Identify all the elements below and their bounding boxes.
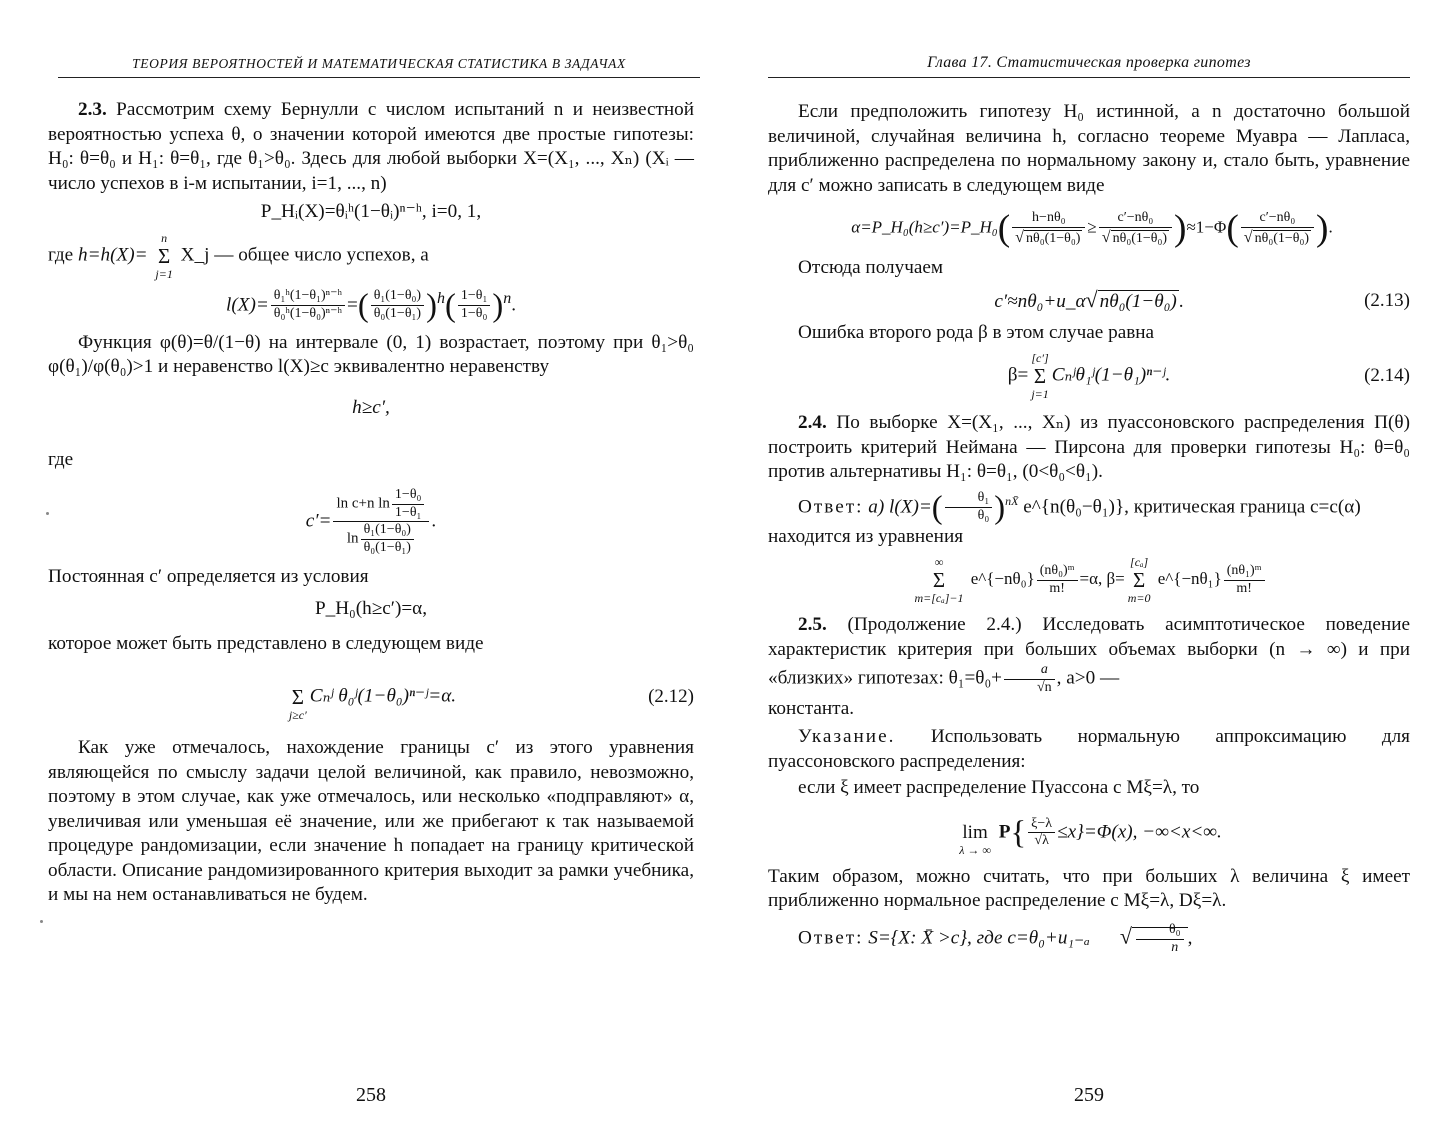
- c-prime-num-f-top: 1−θ₀: [392, 487, 424, 505]
- formula-2-13-sqrt: nθ₀(1−θ₀): [1099, 291, 1177, 313]
- right-page-number: 259: [1074, 1084, 1104, 1106]
- paragraph-hence: Отсюда получаем: [798, 256, 944, 278]
- paragraph-h-definition: [48, 231, 694, 281]
- formula-2-13-lhs: c′≈nθ₀+u_α: [994, 291, 1086, 313]
- paragraph-representation: которое может быть представлено в следующем виде: [48, 632, 484, 654]
- lr-lhs: l(X)=: [226, 293, 269, 315]
- sum-operator-poisson-2: [cₐ] Σ m=0: [1127, 555, 1151, 606]
- sum-2-14-lower: j=1: [1031, 387, 1049, 402]
- lr-numerator: θ₁ʰ(1−θ₁)ⁿ⁻ʰ: [271, 288, 345, 306]
- sum-poisson-2-upper: [cₐ]: [1130, 555, 1149, 570]
- paragraph-monotone: Функция φ(θ)=θ/(1−θ) на интервале (0, 1) возрастает, поэтому при θ₁>θ₀ φ(θ₁)/φ(θ₀)>1 и неравенство l(X)≥c эквивалентно неравенству: [48, 331, 694, 378]
- answer-2-4-exponent: nX̄: [1005, 493, 1019, 508]
- problem-2-3: [48, 98, 694, 196]
- formula-c-prime: c′= ln c+n ln $\frac{\text{1−θ₀}}{\text{1−θ₁}}$ ln $\frac{\text{θ₁(1−θ₀)}}{\text{θ₀(1−θ₁)}}$ .: [305, 486, 437, 556]
- clt-frac-top: ξ−λ: [1028, 816, 1055, 834]
- formula-clt-poisson: lim λ → ∞ P{ $\frac{\xi-\lambda}{√\lambda}$ ≤x}=Φ(x), −∞<x<∞.: [768, 809, 1410, 857]
- alpha-lhs: α=P_H₀(h≥c′)=P_H₀: [851, 217, 998, 237]
- na-frac-2-bottom: nθ₀(1−θ₀): [1112, 230, 1168, 246]
- na-frac-1-top: h−nθ₀: [1012, 210, 1085, 228]
- formula-likelihood-ratio: l(X)= $\frac{\text{θ₁ʰ(1−θ₁)ⁿ⁻ʰ}}{\text{θ₀ʰ(1−θ₀)ⁿ⁻ʰ}}$ =( $\frac{\text{θ₁(1−θ₀)}}{\text{θ₀(1−θ₁)}}$ )$^h$( $\frac{\text{1−θ₁}}{\text{1−θ₀}}$ )$^n$.: [226, 287, 516, 324]
- lr-ratio-2: [458, 288, 490, 323]
- lr-ratio-2-bottom: 1−θ₀: [460, 305, 488, 321]
- sum-upper-limit: n: [161, 230, 168, 245]
- limit-sub: λ → ∞: [959, 842, 991, 857]
- paragraph-type-two: Ошибка второго рода β в этом случае равна: [798, 321, 1155, 343]
- problem-2-4-text: По выборке X=(X₁, ..., Xₙ) из пуассоновского распределения Π(θ) построить критерий Неймана — Пирсона для проверки гипотезы H₀: θ=θ₀ против альтернативы H₁: θ=θ₁, (0<θ₀<θ₁).: [768, 412, 1410, 483]
- problem-2-4: [768, 411, 1410, 485]
- c-prime-den-fraction: [361, 522, 414, 557]
- answer-2-4: Ответ: а) l(X)=( $\frac{\text{θ₁}}{\text{θ₀}}$ )$^{nX̄}$ e^{n(θ₀−θ₁)}, критическая граница c=c(α): [798, 489, 1361, 526]
- answer-2-4-frac-bottom: θ₀: [977, 508, 990, 524]
- problem-2-5-frac: [1004, 662, 1055, 697]
- paragraph-where: где: [48, 449, 74, 471]
- formula-2-12-body: Cₙʲ θ₀ʲ(1−θ₀)ⁿ⁻ʲ=α.: [309, 685, 457, 707]
- c-prime-num-fraction: [392, 487, 424, 522]
- problem-text: Рассмотрим схему Бернулли с числом испытаний n и неизвестной вероятностью успеха θ, о значении которой имеются две простые гипотезы: H₀: θ=θ₀ и H₁: θ=θ₁, где θ₁>θ₀. Здесь для любой выборки X=(X₁, ..., Xₙ) (Xᵢ — число успехов в i-м испытании, i=1, ..., n): [48, 99, 694, 194]
- sum-poisson-1-upper: ∞: [934, 555, 944, 570]
- sum-poisson-2-frac: [1224, 563, 1265, 598]
- answer-2-5-end: ,: [1187, 927, 1193, 949]
- sum-poisson-1-frac-bottom: m!: [1049, 580, 1065, 596]
- left-running-head: ТЕОРИЯ ВЕРОЯТНОСТЕЙ И МАТЕМАТИЧЕСКАЯ СТАТИСТИКА В ЗАДАЧАХ: [58, 56, 700, 78]
- paragraph-constant: Постоянная c′ определяется из условия: [48, 565, 369, 587]
- answer-2-4-frac-top: θ₁: [945, 490, 993, 508]
- formula-likelihood: P_Hᵢ(X)=θᵢʰ(1−θᵢ)ⁿ⁻ʰ, i=0, 1,: [260, 201, 482, 222]
- sum-lower-limit: j=1: [155, 266, 173, 281]
- lr-ratio-2-top: 1−θ₁: [458, 288, 490, 306]
- na-approx: ≈1−Φ: [1186, 217, 1227, 237]
- sum-operator-2-14: [c′] Σ j=1: [1031, 351, 1049, 402]
- formula-normal-approx: α=P_H₀(h≥c′)=P_H₀( $\frac{\text{h−nθ₀}}{\text{√ nθ₀(1−θ₀)}}$ ≥ $\frac{\text{c′−nθ₀}}{\text{√ nθ₀(1−θ₀)}}$ )≈1−Φ( $\frac{\text{c′−nθ₀}}{\text{√ nθ₀(1−θ₀)}}$ ).: [851, 207, 1333, 249]
- sum-poisson-2-frac-top: (nθ₁)ᵐ: [1224, 563, 1265, 581]
- lr-ratio-1-top: θ₁(1−θ₀): [371, 288, 424, 306]
- formula-2-13-end: .: [1178, 291, 1184, 313]
- c-prime-numerator: [333, 487, 429, 523]
- answer-label: Ответ:: [798, 495, 864, 517]
- hint-2-5: [768, 725, 1410, 774]
- limit-operator: [959, 809, 991, 857]
- answer-2-5-frac-top: θ₀: [1136, 922, 1184, 940]
- answer-2-4-lhs: а) l(X)=: [868, 495, 932, 517]
- problem-2-5-text: (Продолжение 2.4.) Исследовать асимптотическое поведение характеристик критерия при больших объемах выборки (n → ∞) и при «близких» гипотезах: θ₁=θ₀+: [768, 614, 1411, 690]
- equation-number-2-14: (2.14): [1364, 364, 1410, 386]
- answer-2-5-text: S={X: X̄ >c}, где c=θ₀+u₁₋ₐ: [868, 927, 1090, 949]
- right-page: [768, 0, 1410, 1142]
- c-prime-denominator: [333, 522, 429, 557]
- paragraph-randomization: Как уже отмечалось, нахождение границы c′ из этого уравнения являющейся по смыслу задачи целой величиной, как правило, невозможно, поэтому в этом случае, как уже отмечалось, или несколько «подправляют» α, увеличивая или уменьшая её значение, или же прибегают к так называемой процедуре рандомизации, если значение h попадает на границу критической области. Описание рандомизированного критерия выходит за рамки учебника, и мы на нем останавливаться не будем.: [48, 737, 694, 906]
- problem-2-4-number: 2.4.: [798, 412, 827, 434]
- answer-2-5-frac: [1136, 922, 1184, 957]
- paragraph-thus: Таким образом, можно считать, что при больших λ величина ξ имеет приближенно нормальное распределение с Mξ=λ, Dξ=λ.: [768, 865, 1410, 912]
- na-frac-1-bottom: nθ₀(1−θ₀): [1026, 230, 1081, 246]
- c-prime-fraction: [333, 487, 429, 557]
- na-frac-3-bottom: nθ₀(1−θ₀): [1254, 230, 1310, 246]
- sum-poisson-1-frac-top: (nθ₀)ᵐ: [1037, 563, 1078, 581]
- formula-2-14-body: Cₙʲθ₁ʲ(1−θ₁)ⁿ⁻ʲ.: [1051, 364, 1171, 386]
- scan-speck: [40, 920, 43, 923]
- c-prime-den-f-top: θ₁(1−θ₀): [361, 522, 414, 540]
- lr-ratio-1: [371, 288, 424, 323]
- sum-poisson-1-exp: e^{−nθ₀}: [970, 569, 1035, 589]
- hint-text: Использовать нормальную аппроксимацию для пуассоновского распределения:: [768, 726, 1411, 772]
- sum-2-14-upper: [c′]: [1031, 351, 1049, 366]
- beta-lhs: β=: [1007, 364, 1029, 386]
- hint-label: Указание.: [798, 726, 896, 748]
- c-prime-num-log: ln c+n ln: [336, 495, 390, 512]
- probability-P: P: [998, 821, 1011, 843]
- clt-frac: [1028, 816, 1055, 851]
- formula-poisson-sums: [768, 555, 1410, 605]
- lr-denominator: θ₀ʰ(1−θ₀)ⁿ⁻ʰ: [273, 305, 342, 321]
- word-where: где: [48, 243, 74, 265]
- sum-poisson-2-lower: m=0: [1127, 591, 1151, 606]
- problem-2-5-text-b: , a>0 —: [1056, 668, 1120, 690]
- equation-number-2-12: (2.12): [648, 686, 694, 708]
- answer-2-5-label: Ответ:: [798, 927, 864, 949]
- na-frac-2: $\frac{\text{c′−nθ₀}}{\text{√ nθ₀(1−θ₀)}}$: [1099, 210, 1172, 248]
- na-frac-3: $\frac{\text{c′−nθ₀}}{\text{√ nθ₀(1−θ₀)}}$: [1241, 210, 1314, 248]
- lr-fraction: [271, 288, 345, 323]
- formula-h-ge-c: h≥c′,: [352, 396, 390, 418]
- answer-2-5: Ответ: S={X: X̄ >c}, где c=θ₀+u₁₋ₐ √ $\frac{\text{θ₀}}{n}$ ,: [798, 921, 1193, 955]
- clt-rest: ≤x}=Φ(x), −∞<x<∞.: [1057, 821, 1222, 843]
- equation-number-2-13: (2.13): [1364, 290, 1410, 312]
- na-frac-3-top: c′−nθ₀: [1241, 210, 1314, 228]
- problem-2-5-frac-bottom: √n: [1036, 680, 1052, 696]
- problem-2-5-number: 2.5.: [798, 614, 827, 636]
- na-frac-2-top: c′−nθ₀: [1099, 210, 1172, 228]
- right-running-head: Глава 17. Статистическая проверка гипотез: [768, 54, 1410, 78]
- lr-ratio-1-bottom: θ₀(1−θ₁): [373, 305, 422, 321]
- scan-speck: [46, 512, 49, 515]
- sum-poisson-2-frac-bottom: m!: [1236, 580, 1252, 596]
- answer-2-5-frac-bottom: n: [1171, 939, 1179, 955]
- sum-poisson-2-exp: e^{−nθ₁}: [1157, 569, 1222, 589]
- na-ge: ≥: [1087, 217, 1097, 237]
- c-prime-den-log: ln: [346, 531, 359, 548]
- sum-operator-2-12: Σ j≥c′: [288, 685, 307, 723]
- sum-poisson-1-lower: m=[cₐ]−1: [914, 591, 964, 606]
- na-end: .: [1328, 217, 1333, 237]
- right-page-body: [768, 100, 1410, 957]
- answer-2-4-rest: e^{n(θ₀−θ₁)}, критическая граница c=c(α): [1023, 495, 1361, 517]
- h-description: X_j — общее число успехов, а: [180, 243, 429, 265]
- problem-number: 2.3.: [78, 99, 107, 120]
- formula-2-12: [48, 672, 694, 722]
- sum-poisson-mid: =α, β=: [1079, 569, 1125, 589]
- answer-2-4-frac: [945, 490, 993, 525]
- problem-2-5: [768, 613, 1410, 697]
- paragraph-moivre-laplace: Если предположить гипотезу H₀ истинной, а n достаточно большой величиной, случайная величина h, согласно теореме Муавра — Лапласа, приближенно распределена по нормальному закону и, стало быть, уравнение для c′ можно записать в следующем виде: [768, 101, 1410, 196]
- c-prime-den-f-bottom: θ₀(1−θ₁): [363, 540, 411, 556]
- left-page-number: 258: [356, 1084, 386, 1106]
- limit-word: lim: [962, 821, 988, 843]
- problem-2-5-frac-top: a: [1004, 662, 1055, 680]
- c-prime-lhs: c′=: [305, 510, 332, 532]
- c-prime-num-f-bottom: 1−θ₁: [394, 504, 422, 520]
- na-frac-1: $\frac{\text{h−nθ₀}}{\text{√ nθ₀(1−θ₀)}}$: [1012, 210, 1085, 248]
- paragraph-from-equation: находится из уравнения: [768, 525, 964, 547]
- left-page-body: [48, 98, 694, 908]
- sum-2-12-lower: j≥c′: [288, 708, 307, 723]
- paragraph-poisson-if: если ξ имеет распределение Пуассона с Mξ=λ, то: [798, 777, 1200, 799]
- formula-2-13: c′≈nθ₀+u_α√ nθ₀(1−θ₀) . (2.13): [994, 287, 1410, 313]
- sum-poisson-1-frac: [1037, 563, 1078, 598]
- sum-operator-poisson-1: ∞ Σ m=[cₐ]−1: [914, 555, 964, 606]
- h-expression: h=h(X)=: [78, 243, 148, 265]
- formula-2-14: [768, 351, 1410, 401]
- clt-frac-bottom: √λ: [1034, 833, 1049, 849]
- left-page: [48, 0, 694, 1142]
- sum-operator: n Σ j=1: [155, 230, 173, 281]
- formula-condition: P_H₀(h≥c′)=α,: [314, 598, 428, 620]
- paragraph-constant-word: константа.: [768, 697, 855, 719]
